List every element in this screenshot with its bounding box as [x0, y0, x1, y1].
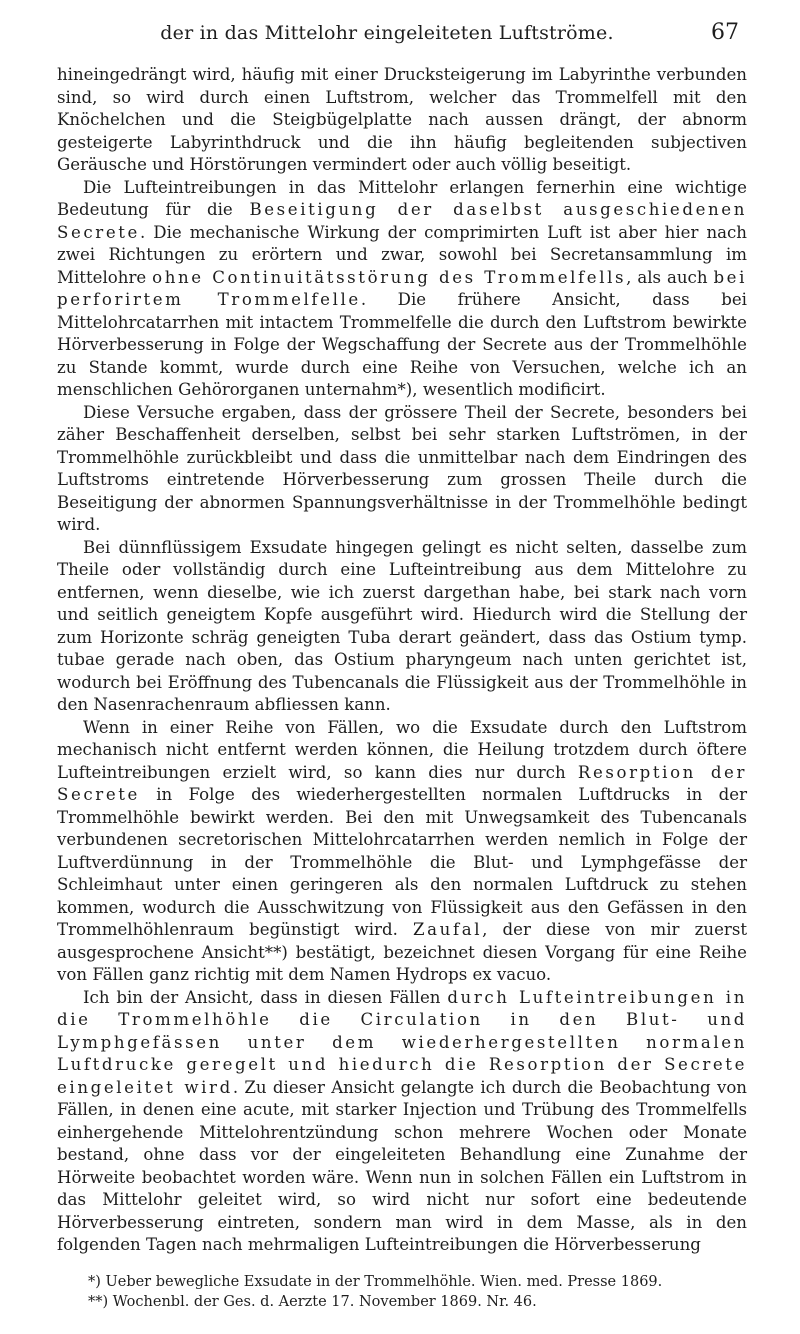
paragraph-2	[57, 177, 747, 402]
page-header	[95, 22, 739, 50]
paragraph-6	[57, 987, 747, 1257]
text-run: , als auch	[626, 267, 714, 287]
text-run: , der diese von mir zuerst ausgesprochene Ansicht**) bestätigt, bezeichnet diesen Vorgang für eine Reihe von Fällen ganz richtig mit dem Namen Hydrops ex vacuo.	[57, 920, 748, 984]
text-run: Ich bin der Ansicht, dass in diesen Fällen	[83, 987, 448, 1007]
text-run: Die Lufteintreibungen in das Mittelohr erlangen fernerhin eine wichtige Bedeutung für die	[57, 177, 747, 219]
footnote-2: **) Wochenbl. der Ges. d. Aerzte 17. November 1869. Nr. 46.	[88, 1294, 537, 1310]
running-title: der in das Mittelohr eingeleiteten Luftströme.	[160, 22, 614, 44]
text-run: Wenn in einer Reihe von Fällen, wo die Exsudate durch den Luftstrom mechanisch nicht entfernt werden können, die Heilung trotzdem durch öftere Lufteintreibungen erzielt wird, so kann dies nur durch	[57, 717, 747, 782]
page-number: 67	[711, 20, 739, 45]
text-run: . Zu dieser Ansicht gelangte ich durch die Beobachtung von Fällen, in denen eine acute, mit starker Injection und Trübung des Trommelfells einhergehende Mittelohrentzündung schon mehrere Wochen oder Monate bestand, ohne dass vor der eingeleiteten Behandlung eine Zunahme der Hörweite beobachtet worden wäre. Wenn nun in solchen Fällen ein Luftstrom in das Mittelohr geleitet wird, so wird nicht nur sofort eine bedeutende Hörverbesserung eintreten, sondern man wird in dem Masse, als in den folgenden Tagen nach mehrmaligen Lufteintreibungen die Hörverbesserung	[57, 1077, 747, 1254]
emphasis-run: bei perforirtem Trommelfelle	[57, 267, 748, 309]
emphasis-run: durch Lufteintreibungen in die Trommelhöhle die Circulation in den Blut- und Lymphgefässen unter dem wiederhergestellten normalen Luftdrucke geregelt und hiedurch die Resorption der Secrete eingeleitet wird	[57, 987, 747, 1097]
emphasis-run: ohne Continuitätsstörung des Trommelfells	[152, 267, 627, 287]
paragraph-4: Bei dünnflüssigem Exsudate hingegen gelingt es nicht selten, dasselbe zum Theile oder vollständig durch eine Lufteintreibung aus dem Mittelohre zu entfernen, wenn dieselbe, wie ich zuerst dargethan habe, bei stark nach vorn und seitlich geneigtem Kopfe ausgeführt wird. Hiedurch wird die Stellung der zum Horizonte schräg geneigten Tuba derart geändert, dass das Ostium tymp. tubae gerade nach oben, das Ostium pharyngeum nach unten gerichtet ist, wodurch bei Eröffnung des Tubencanals die Flüssigkeit aus der Trommelhöhle in den Nasenrachenraum abfliessen kann.	[57, 537, 747, 714]
body-text	[57, 64, 747, 1257]
paragraph-5	[57, 717, 747, 987]
text-run: . Die mechanische Wirkung der comprimirten Luft ist aber hier nach zwei Richtungen zu erörtern und zwar, sowohl bei Secretansammlung im Mittelohre	[57, 222, 747, 287]
paragraph-3: Diese Versuche ergaben, dass der grössere Theil der Secrete, besonders bei zäher Beschaffenheit derselben, selbst bei sehr starken Luftströmen, in der Trommelhöhle zurückbleibt und dass die unmittelbar nach dem Eindringen des Luftstroms eintretende Hörverbesserung zum grossen Theile durch die Beseitigung der abnormen Spannungsverhältnisse in der Trommelhöhle bedingt wird.	[57, 402, 747, 534]
footnote-1: *) Ueber bewegliche Exsudate in der Trommelhöhle. Wien. med. Presse 1869.	[88, 1274, 663, 1290]
footnotes	[88, 1272, 748, 1312]
author-name: Zaufal	[413, 920, 483, 939]
emphasis-run: Resorption der Secrete	[57, 762, 747, 804]
emphasis-run: Beseitigung der daselbst ausgeschiedenen Secrete	[57, 200, 747, 242]
paragraph-1: hineingedrängt wird, häufig mit einer Drucksteigerung im Labyrinthe verbunden sind, so wird durch einen Luftstrom, welcher das Trommelfell mit den Knöchelchen und die Steigbügelplatte nach aussen drängt, der abnorm gesteigerte Labyrinthdruck und die ihn häufig begleitenden subjectiven Geräusche und Hörstörungen vermindert oder auch völlig beseitigt.	[57, 65, 747, 174]
text-run: in Folge des wiederhergestellten normalen Luftdrucks in der Trommelhöhle bewirkt werden. Bei den mit Unwegsamkeit des Tubencanals verbundenen secretorischen Mittelohrcatarrhen werden nemlich in Folge der Luftverdünnung in der Trommelhöhle die Blut- und Lymphgefässe der Schleimhaut unter einen geringeren als den normalen Luftdruck zu stehen kommen, wodurch die Ausschwitzung von Flüssigkeit aus den Gefässen in den Trommelhöhlenraum begünstigt wird.	[57, 785, 747, 939]
text-run: . Die frühere Ansicht, dass bei Mittelohrcatarrhen mit intactem Trommelfelle die durch den Luftstrom bewirkte Hörverbesserung in Folge der Wegschaffung der Secrete aus der Trommelhöhle zu Stande kommt, wurde durch eine Reihe von Versuchen, welche ich an menschlichen Gehörorganen unternahm*), wesentlich modificirt.	[57, 290, 747, 399]
